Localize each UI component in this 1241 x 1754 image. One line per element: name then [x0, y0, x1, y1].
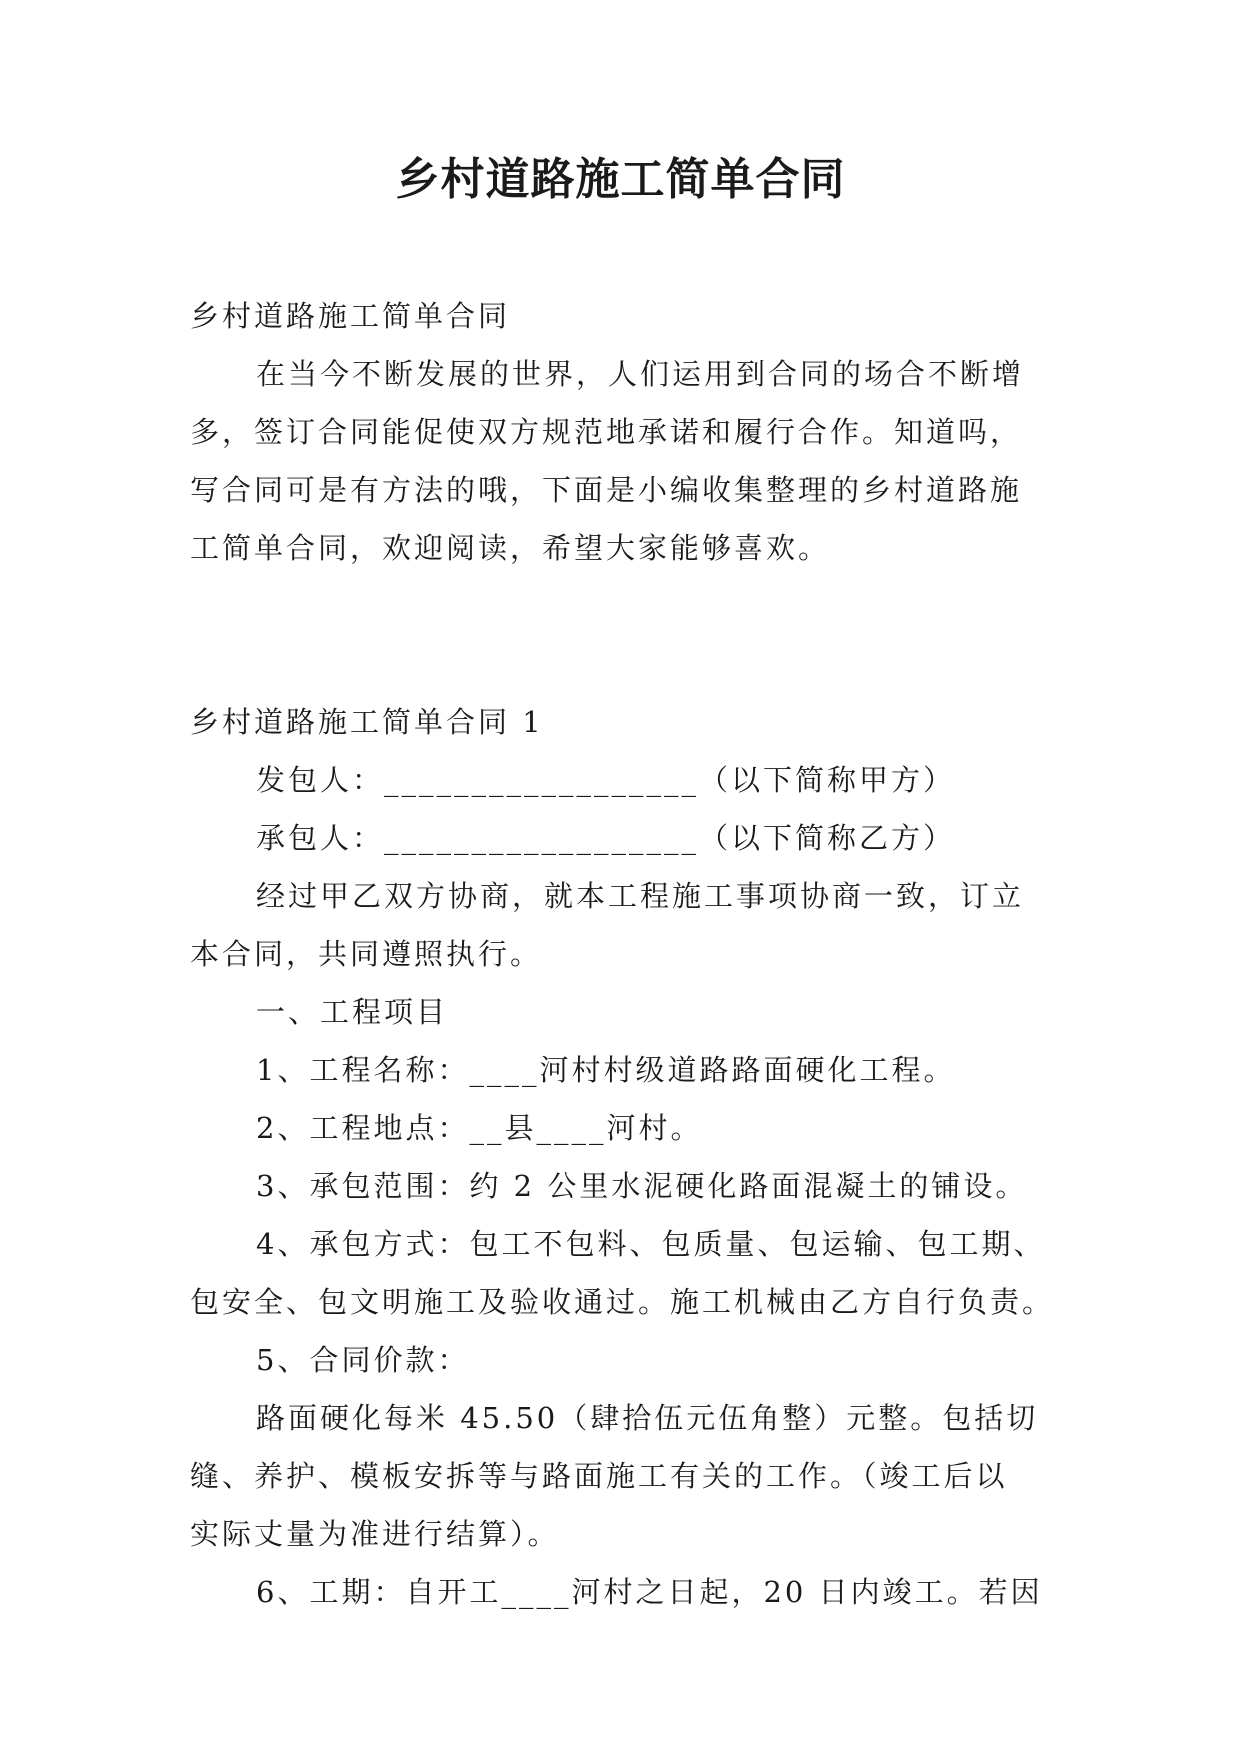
paragraph-line: 本合同，共同遵照执行。 — [190, 937, 543, 971]
employer-line: 发包人：__________________（以下简称甲方） — [256, 763, 956, 797]
clause-line: 4、承包方式：包工不包料、包质量、包运输、包工期、 — [256, 1227, 1046, 1261]
paragraph-line: 实际丈量为准进行结算）。 — [190, 1517, 560, 1551]
paragraph-line: 工简单合同，欢迎阅读，希望大家能够喜欢。 — [190, 531, 831, 565]
clause-line: 1、工程名称：____河村村级道路路面硬化工程。 — [256, 1053, 956, 1087]
clause-line: 5、合同价款： — [256, 1343, 470, 1377]
paragraph-line: 路面硬化每米 45.50（肆拾伍元伍角整）元整。包括切 — [256, 1401, 1039, 1435]
paragraph-line: 多，签订合同能促使双方规范地承诺和履行合作。知道吗， — [190, 415, 1023, 449]
contract-heading: 乡村道路施工简单合同 1 — [190, 705, 544, 739]
clause-line: 3、承包范围：约 2 公里水泥硬化路面混凝土的铺设。 — [256, 1169, 1028, 1203]
clause-line: 包安全、包文明施工及验收通过。施工机械由乙方自行负责。 — [190, 1285, 1055, 1319]
document-body — [190, 287, 1070, 1621]
section-heading: 一、工程项目 — [256, 995, 449, 1029]
paragraph-line: 经过甲乙双方协商，就本工程施工事项协商一致，订立 — [256, 879, 1025, 913]
paragraph-line: 写合同可是有方法的哦，下面是小编收集整理的乡村道路施 — [190, 473, 1023, 507]
contractor-line: 承包人：__________________（以下简称乙方） — [256, 821, 956, 855]
paragraph-line: 在当今不断发展的世界，人们运用到合同的场合不断增 — [256, 357, 1025, 391]
paragraph-line: 缝、养护、模板安拆等与路面施工有关的工作。（竣工后以 — [190, 1459, 1008, 1493]
section-spacer — [190, 577, 1070, 693]
intro-heading: 乡村道路施工简单合同 — [190, 299, 511, 333]
clause-line: 2、工程地点：__县____河村。 — [256, 1111, 703, 1145]
clause-line: 6、工期：自开工____河村之日起，20 日内竣工。若因 — [256, 1575, 1043, 1609]
document-title: 乡村道路施工简单合同 — [395, 154, 846, 205]
